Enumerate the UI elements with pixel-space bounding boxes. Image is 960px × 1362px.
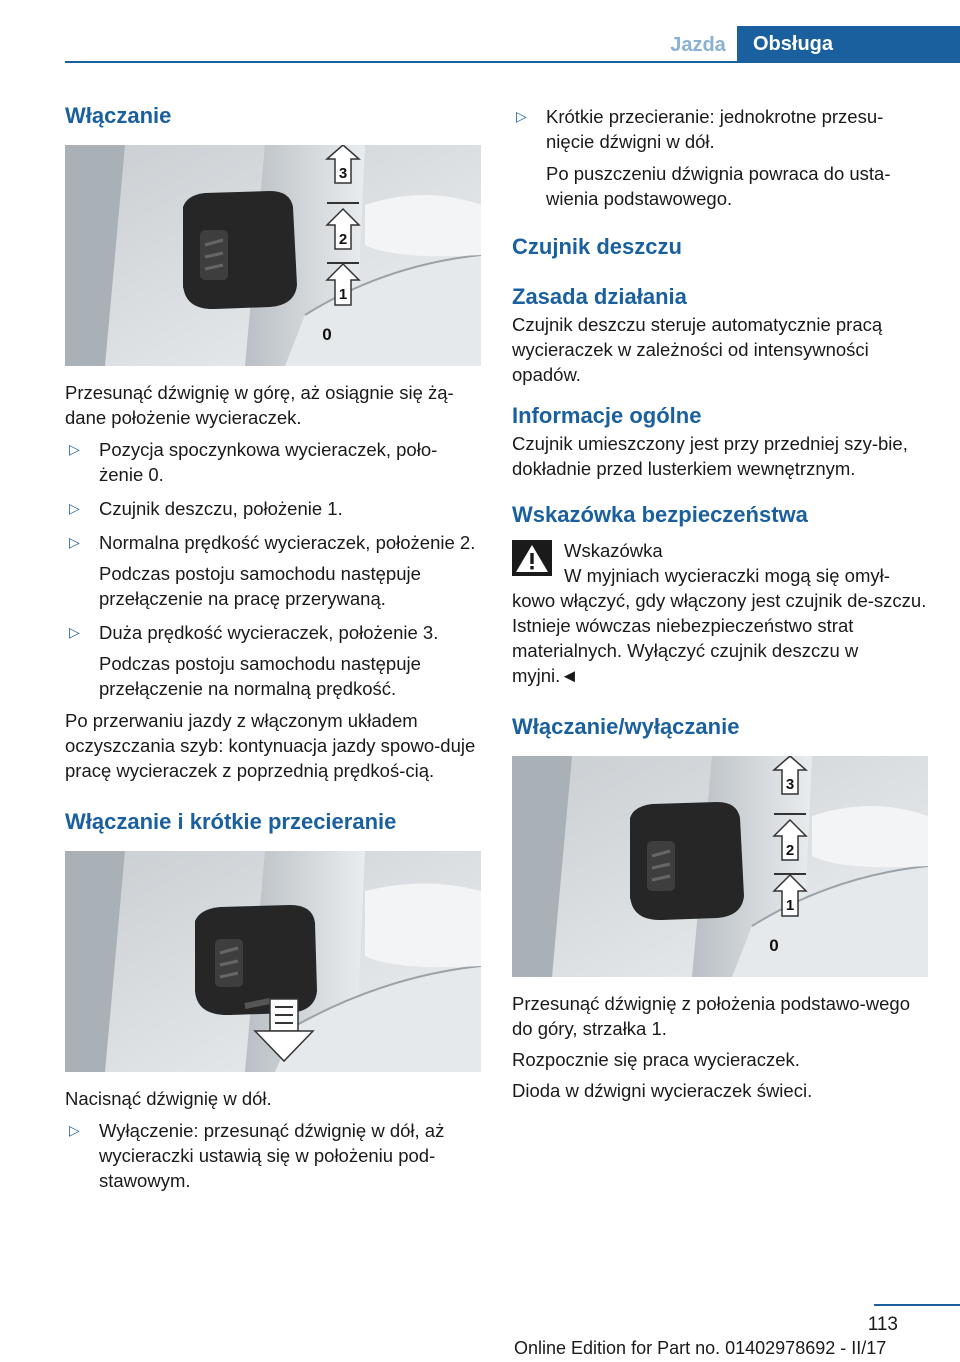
- triangle-bullet-icon: ▷: [69, 500, 80, 516]
- fig1-label-0: 0: [322, 325, 332, 344]
- triangle-bullet-icon: ▷: [69, 624, 80, 640]
- right-column: [512, 98, 928, 1103]
- triangle-bullet-icon: ▷: [69, 441, 80, 457]
- heading-principle: Zasada działania: [512, 284, 687, 309]
- paragraph-principle: Czujnik deszczu steruje automatycznie pracą wycieraczek w zależności od intensywności opadów.: [512, 314, 883, 385]
- heading-general-info: Informacje ogólne: [512, 403, 702, 428]
- fig3-label-3: 3: [785, 776, 795, 793]
- heading-rain-sensor: Czujnik deszczu: [512, 234, 682, 259]
- warning-title: Wskazówka: [564, 540, 663, 561]
- lever-up-illustration-2: [512, 756, 928, 977]
- paragraph-onoff-1: Przesunąć dźwignię z położenia podstawo-wego do góry, strzałka 1.: [512, 993, 910, 1039]
- tab-jazda[interactable]: [660, 28, 736, 62]
- tab-obsluga-label: Obsługa: [753, 33, 834, 55]
- paragraph-onoff-2: Rozpocznie się praca wycieraczek.: [512, 1049, 800, 1070]
- list-item: ▷ Krótkie przecieranie: jednokrotne przesu-nięcie dźwigni w dół. Po puszczeniu dźwignia powraca do usta-wienia podstawowego.: [516, 106, 891, 209]
- heading-safety: Wskazówka bezpieczeństwa: [512, 502, 808, 527]
- list-item: ▷ Wyłączenie: przesunąć dźwignię w dół, aż wycieraczki ustawią się w położeniu pod-stawowym.: [69, 1120, 445, 1191]
- triangle-bullet-icon: ▷: [69, 1122, 80, 1138]
- left-column: [65, 98, 481, 1193]
- fig3-label-1: 1: [785, 897, 795, 914]
- fig1-label-2: 2: [338, 231, 348, 248]
- heading-short-wipe: Włączanie i krótkie przecieranie: [65, 809, 397, 834]
- paragraph-onoff-3: Dioda w dźwigni wycieraczek świeci.: [512, 1080, 813, 1101]
- lever-up-illustration: [65, 145, 481, 366]
- figure-lever-up: [65, 145, 481, 366]
- fig1-label-1: 1: [338, 286, 348, 303]
- footer-rule: [874, 1304, 960, 1306]
- paragraph-move-lever: Przesunąć dźwignię w górę, aż osiągnie się żą-dane położenie wycieraczek.: [65, 382, 454, 428]
- figure-lever-down: [65, 851, 481, 1072]
- heading-wlaczanie: Włączanie: [65, 103, 172, 128]
- warning-triangle-icon: [512, 540, 552, 576]
- list-item: ▷ Normalna prędkość wycieraczek, położenie 2. Podczas postoju samochodu następuje przełączenie na pracę przerywaną.: [69, 532, 476, 609]
- figure-lever-up-2: [512, 756, 928, 977]
- paragraph-general-info: Czujnik umieszczony jest przy przedniej szy-bie, dokładnie przed lusterkiem wewnętrznym.: [512, 433, 908, 479]
- paragraph-press-down: Nacisnąć dźwignię w dół.: [65, 1088, 272, 1109]
- warning-block: [512, 538, 928, 563]
- page-number: 113: [867, 1314, 898, 1335]
- paragraph-interrupt: Po przerwaniu jazdy z włączonym układem oczyszczania szyb: kontynuacja jazdy spowo-duje pracę wycieraczek z poprzednią prędkoś-cią.: [65, 710, 476, 781]
- lever-down-illustration: [65, 851, 481, 1072]
- fig3-label-0: 0: [769, 936, 779, 955]
- list-item: ▷ Czujnik deszczu, położenie 1.: [69, 498, 343, 519]
- tab-jazda-label: Jazda: [670, 34, 726, 56]
- header-rule: [65, 61, 960, 63]
- triangle-bullet-icon: ▷: [516, 108, 527, 124]
- warning-text: W myjniach wycieraczki mogą się omył-kowo włączyć, gdy włączony jest czujnik de-szczu. Istnieje wówczas niebezpieczeństwo strat materialnych. Wyłączyć czujnik deszczu w myjni.◄: [512, 565, 927, 686]
- fig1-label-3: 3: [338, 165, 348, 182]
- triangle-bullet-icon: ▷: [69, 534, 80, 550]
- heading-on-off: Włączanie/wyłączanie: [512, 714, 740, 739]
- tab-obsluga[interactable]: [737, 26, 960, 63]
- edition-note: Online Edition for Part no. 01402978692 - II/17: [514, 1338, 887, 1358]
- list-item: ▷ Pozycja spoczynkowa wycieraczek, poło-żenie 0.: [69, 439, 438, 485]
- fig3-label-2: 2: [785, 842, 795, 859]
- list-item: ▷ Duża prędkość wycieraczek, położenie 3. Podczas postoju samochodu następuje przełączenie na normalną prędkość.: [69, 622, 439, 699]
